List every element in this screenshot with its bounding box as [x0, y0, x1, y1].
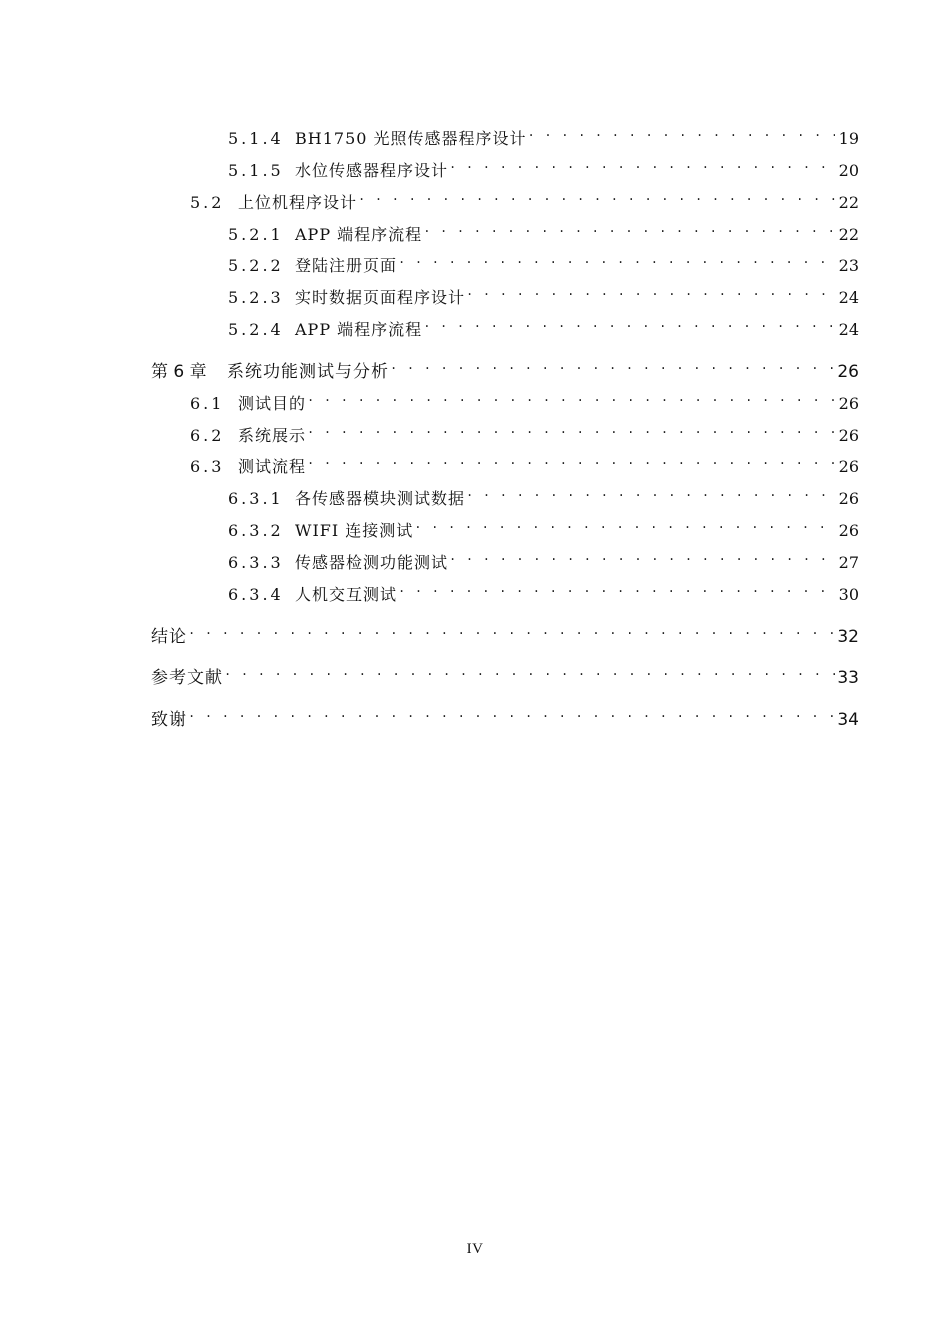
toc-entry-number: 5.2.4 [228, 320, 284, 339]
toc-entry-page: 26 [838, 426, 859, 445]
toc-entry-page: 19 [838, 129, 859, 148]
toc-entry-title: 致谢 [151, 710, 187, 730]
toc-entry-6-3-1[interactable] [228, 480, 859, 508]
toc-entry-page: 33 [837, 668, 859, 688]
dot-leader [423, 216, 835, 240]
toc-entry-title: 系统功能测试与分析 [227, 362, 389, 382]
toc-entry-chapter-6[interactable] [151, 353, 859, 382]
dot-leader [358, 184, 835, 208]
toc-entry-number: 5.2.1 [228, 225, 284, 244]
toc-entry-number: 6.2 [190, 426, 225, 445]
dot-leader [307, 448, 835, 472]
toc-entry-page: 26 [838, 521, 859, 540]
toc-entry-title: 结论 [151, 627, 187, 647]
toc-entry-number: 第 6 章 [151, 362, 207, 382]
toc-entry-title: 上位机程序设计 [238, 193, 358, 212]
toc-entry-title: 水位传感器程序设计 [295, 161, 449, 180]
toc-entry-5-2[interactable] [190, 184, 859, 212]
toc-entry-number: 5.1.5 [228, 161, 284, 180]
dot-leader [398, 576, 835, 600]
dot-leader [423, 311, 835, 335]
toc-entry-6-1[interactable] [190, 385, 859, 413]
toc-entry-6-3-2[interactable] [228, 512, 859, 540]
toc-entry-6-2[interactable] [190, 417, 859, 445]
toc-entry-number: 6.3.2 [228, 521, 284, 540]
toc-entry-title: 传感器检测功能测试 [295, 553, 449, 572]
toc-entry-page: 20 [838, 161, 859, 180]
toc-entry-number: 6.3.3 [228, 553, 284, 572]
dot-leader [307, 385, 835, 409]
toc-entry-5-2-1[interactable] [228, 216, 859, 244]
toc-entry-title: 测试流程 [238, 457, 307, 476]
dot-leader [224, 659, 835, 683]
toc-entry-title: APP 端程序流程 [295, 320, 423, 339]
dot-leader [398, 247, 835, 271]
dot-leader [449, 544, 835, 568]
toc-entry-page: 24 [838, 288, 859, 307]
toc-entry-number: 6.1 [190, 394, 225, 413]
toc-entry-conclusion[interactable] [151, 618, 859, 647]
dot-leader [449, 152, 835, 176]
toc-entry-title: 人机交互测试 [295, 585, 398, 604]
toc-entry-page: 24 [838, 320, 859, 339]
dot-leader [188, 618, 835, 642]
dot-leader [414, 512, 835, 536]
toc-entry-number: 6.3.1 [228, 489, 284, 508]
toc-entry-title: APP 端程序流程 [295, 225, 423, 244]
toc-entry-title: 实时数据页面程序设计 [295, 288, 466, 307]
dot-leader [307, 417, 835, 441]
toc-entry-number: 5.2.2 [228, 256, 284, 275]
toc-entry-title: 参考文献 [151, 668, 223, 688]
toc-entry-title: 各传感器模块测试数据 [295, 489, 466, 508]
toc-entry-title: 登陆注册页面 [295, 256, 398, 275]
toc-entry-page: 23 [838, 256, 859, 275]
toc-entry-page: 30 [838, 585, 859, 604]
toc-entry-number: 5.2.3 [228, 288, 284, 307]
toc-entry-page: 27 [838, 553, 859, 572]
toc-entry-page: 32 [837, 627, 859, 647]
dot-leader [188, 701, 835, 725]
toc-entry-page: 26 [837, 362, 859, 382]
toc-entry-page: 34 [837, 710, 859, 730]
toc-entry-6-3-3[interactable] [228, 544, 859, 572]
toc-entry-title: BH1750 光照传感器程序设计 [295, 129, 527, 148]
toc-entry-page: 26 [838, 394, 859, 413]
toc-entry-title: WIFI 连接测试 [295, 521, 414, 540]
toc-entry-title: 测试目的 [238, 394, 307, 413]
toc-entry-acknowledgements[interactable] [151, 701, 859, 730]
toc-entry-6-3-4[interactable] [228, 576, 859, 604]
dot-leader [466, 480, 835, 504]
toc-entry-5-2-3[interactable] [228, 279, 859, 307]
toc-entry-number: 6.3 [190, 457, 225, 476]
dot-leader [466, 279, 835, 303]
toc-entry-page: 26 [838, 457, 859, 476]
toc-entry-5-1-5[interactable] [228, 152, 859, 180]
toc-entry-number: 6.3.4 [228, 585, 284, 604]
page-number-footer: IV [466, 1241, 484, 1257]
toc-entry-number: 5.1.4 [228, 129, 284, 148]
toc-entry-5-2-2[interactable] [228, 247, 859, 275]
toc-entry-page: 22 [838, 193, 859, 212]
toc-entry-number: 5.2 [190, 193, 225, 212]
toc-entry-5-1-4[interactable] [228, 120, 859, 148]
toc-entry-page: 26 [838, 489, 859, 508]
toc-entry-page: 22 [838, 225, 859, 244]
toc-entry-6-3[interactable] [190, 448, 859, 476]
toc-entry-5-2-4[interactable] [228, 311, 859, 339]
dot-leader [528, 120, 835, 144]
toc-entry-title: 系统展示 [238, 426, 307, 445]
dot-leader [390, 353, 835, 377]
toc-entry-references[interactable] [151, 659, 859, 688]
